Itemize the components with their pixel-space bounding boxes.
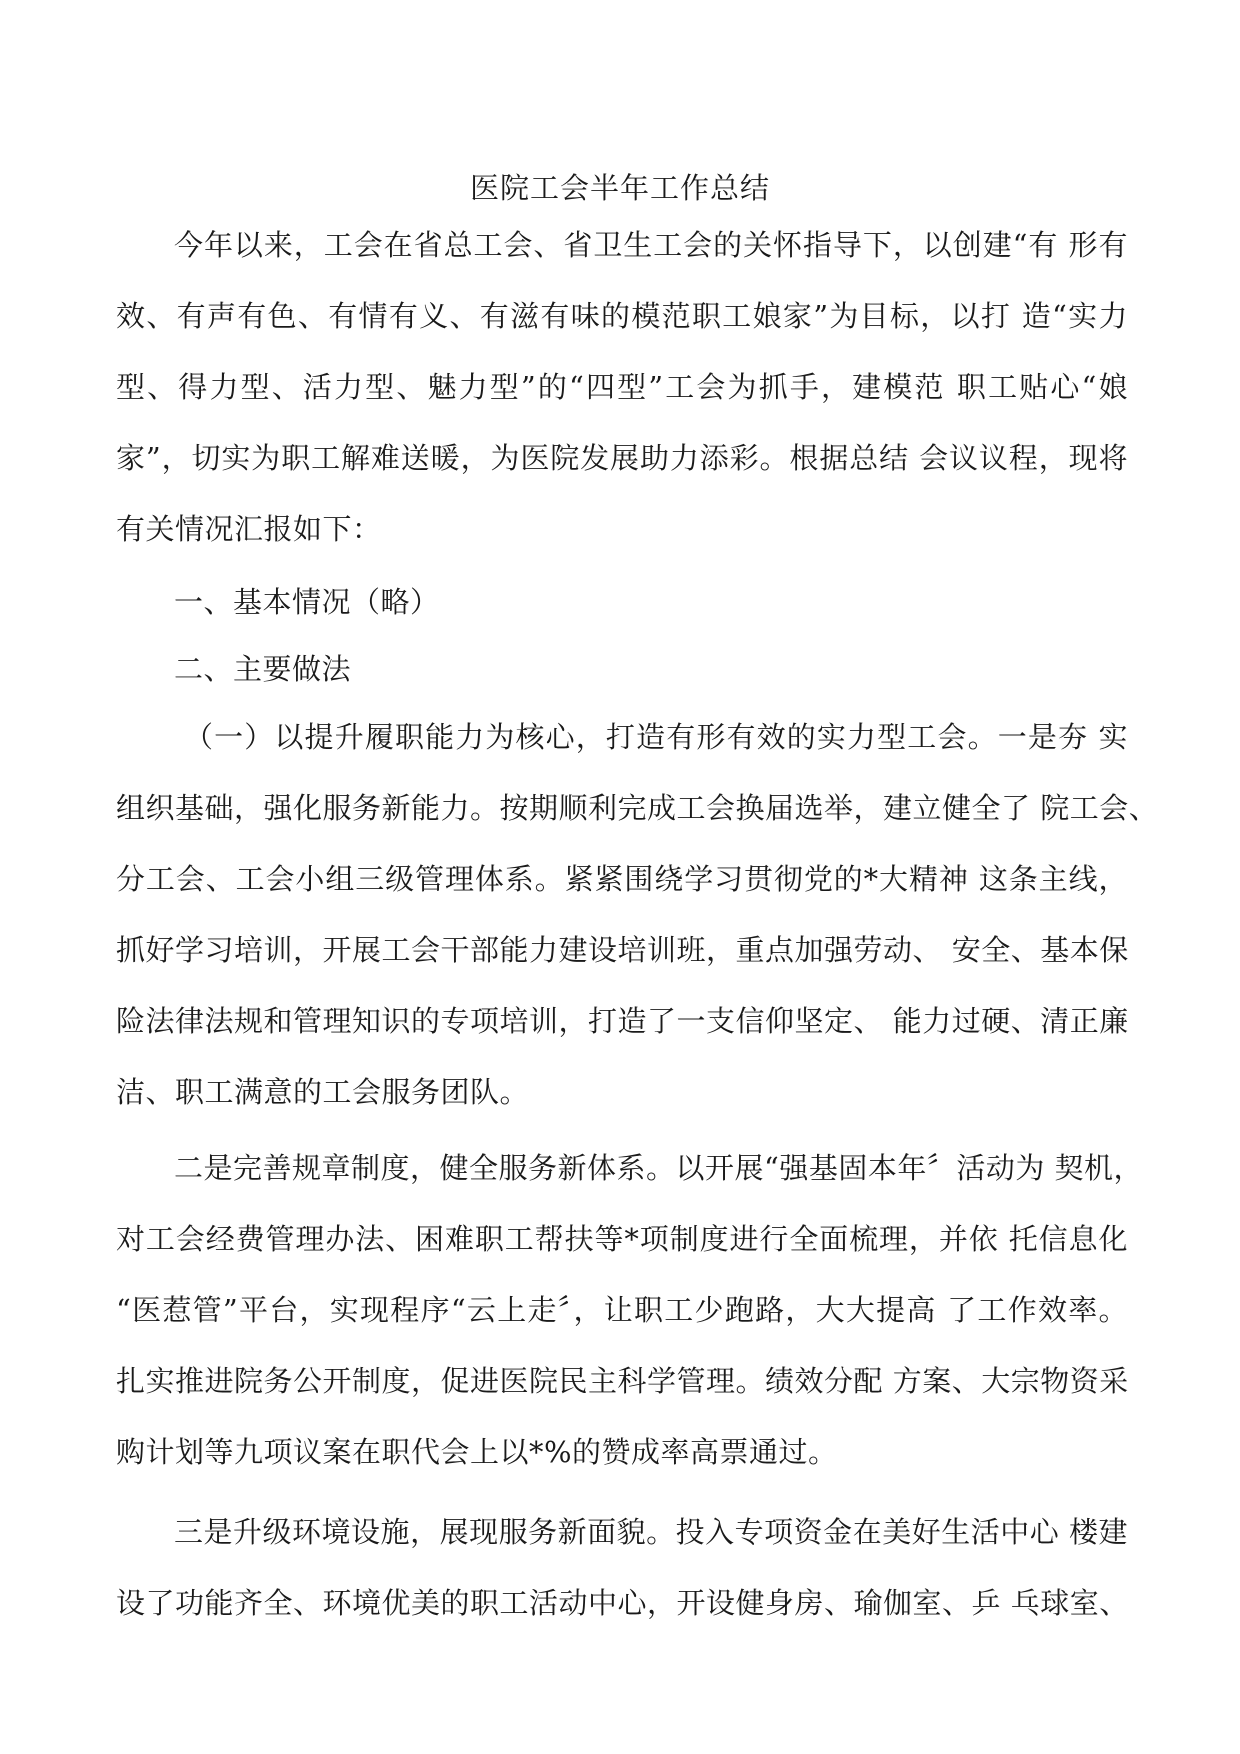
text-line: 分工会、工会小组三级管理体系。紧紧围绕学习贯彻党的*大精神 这条主线， — [116, 862, 1128, 896]
text-line: 设了功能齐全、环境优美的职工活动中心，开设健身房、瑜伽室、乒 乓球室、 — [116, 1586, 1129, 1620]
text-line: 扎实推进院务公开制度，促进医院民主科学管理。绩效分配 方案、大宗物资采 — [116, 1364, 1129, 1398]
text-line: （一）以提升履职能力为核心，打造有形有效的实力型工会。一是夯 实 — [184, 720, 1128, 754]
text-line: 抓好学习培训，开展工会干部能力建设培训班，重点加强劳动、 安全、基本保 — [116, 933, 1129, 967]
text-line: 效、有声有色、有情有义、有滋有味的模范职工娘家”为目标，以打 造“实力 — [116, 299, 1128, 333]
text-line: 组织基础，强化服务新能力。按期顺利完成工会换届选举，建立健全了 院工会、 — [116, 791, 1159, 825]
text-line: 购计划等九项议案在职代会上以*%的赞成率高票通过。 — [116, 1435, 838, 1469]
text-line: 对工会经费管理办法、困难职工帮扶等*项制度进行全面梳理，并依 托信息化 — [116, 1222, 1128, 1256]
text-line: 有关情况汇报如下： — [116, 512, 382, 546]
text-line: 洁、职工满意的工会服务团队。 — [116, 1075, 530, 1109]
document-title: 医院工会半年工作总结 — [469, 171, 770, 205]
text-line: 家”，切实为职工解难送暖，为医院发展助力添彩。根据总结 会议议程，现将 — [116, 441, 1128, 475]
text-line: 二、主要做法 — [174, 652, 352, 686]
text-line: 今年以来，工会在省总工会、省卫生工会的关怀指导下，以创建“有 形有 — [174, 228, 1128, 262]
text-line: “医惹管”平台，实现程序“云上走〞，让职工少跑路，大大提高 了工作效率。 — [116, 1293, 1128, 1327]
text-line: 三是升级环境设施，展现服务新面貌。投入专项资金在美好生活中心 楼建 — [174, 1515, 1128, 1549]
text-line: 型、得力型、活力型、魅力型”的“四型”工会为抓手，建模范 职工贴心“娘 — [116, 370, 1128, 404]
text-line: 险法律法规和管理知识的专项培训，打造了一支信仰坚定、 能力过硬、清正廉 — [116, 1004, 1129, 1038]
text-line: 一、基本情况（略） — [174, 585, 440, 619]
text-line: 二是完善规章制度，健全服务新体系。以开展“强基固本年〞活动为 契机， — [174, 1151, 1144, 1185]
